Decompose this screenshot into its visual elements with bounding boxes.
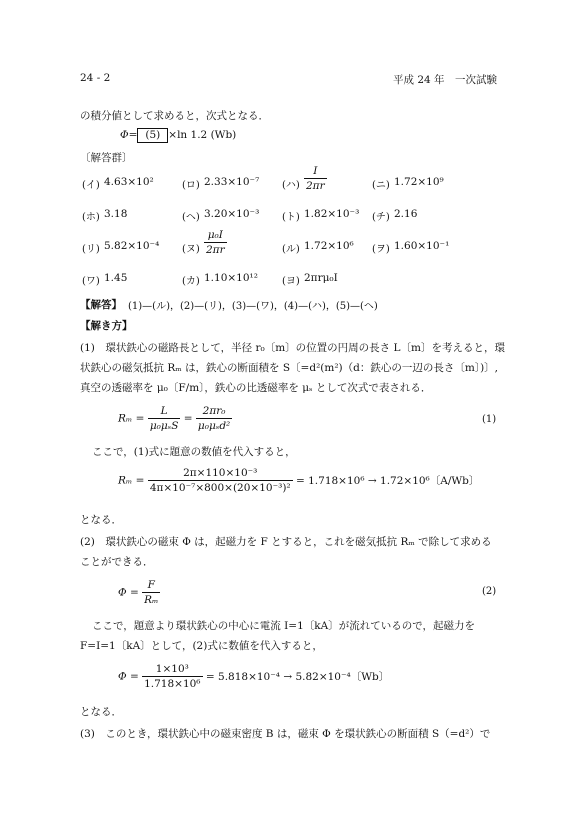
solution-heading: 【解き方】: [80, 320, 133, 332]
solution-para-1-line-2: 状鉄心の磁気抵抗 Rₘ は，鉄心の断面積を S〔=d²(m²)（d：鉄心の一辺の長さ〔m〕)〕,: [80, 362, 498, 374]
choice-value: 1.72×10⁶: [304, 240, 354, 252]
choice-label: (ト): [282, 212, 300, 223]
eq2-numerator: 2π×110×10⁻³: [148, 466, 293, 481]
eq2-lhs: Rₘ =: [118, 474, 145, 487]
eq3-fraction: [142, 578, 160, 607]
solution-para-3: となる．: [80, 514, 122, 526]
eq4-lhs: Φ =: [118, 670, 139, 683]
eq1-f1-numerator: L: [148, 404, 181, 419]
equation-3: [118, 578, 160, 607]
choice-label: (ヘ): [182, 212, 200, 223]
choice-label: (ニ): [372, 180, 390, 191]
choice-label: (ハ): [282, 180, 300, 191]
equation-3-tag: (2): [482, 586, 497, 597]
eq3-numerator: F: [142, 578, 160, 593]
eq1-equals: =: [183, 412, 193, 425]
choice-label: (ル): [282, 244, 300, 255]
equation-1-tag: (1): [482, 414, 497, 425]
choice-label: (ホ): [82, 212, 100, 223]
solution-para-1-line-3: 真空の透磁率を μ₀〔F/m〕，鉄心の比透磁率を μₛ として次式で表される．: [80, 382, 432, 394]
choices-heading: 〔解答群〕: [80, 152, 133, 164]
choice-fraction: [204, 228, 227, 257]
intro-equation: [120, 128, 236, 143]
answer-heading: 【解答】: [80, 299, 122, 311]
choice-value: 1.60×10⁻¹: [394, 240, 450, 252]
solution-para-2: ここで，(1)式に題意の数値を代入すると，: [92, 446, 296, 458]
eq4-rhs: = 5.818×10⁻⁴ → 5.82×10⁻⁴〔Wb〕: [205, 671, 390, 683]
eq3-denominator: Rₘ: [144, 594, 159, 606]
solution-para-5-line-1: ここで，題意より環状鉄心の中心に電流 I=1〔kA〕が流れているので，起磁力を: [92, 620, 475, 632]
choice-value: 1.72×10⁹: [394, 176, 444, 188]
choice-label: (ヲ): [372, 244, 390, 255]
solution-para-7: (3) このとき，環状鉄心中の磁束密度 B は，磁束 Φ を環状鉄心の断面積 S（=d²）で: [80, 728, 491, 740]
choice-label: (チ): [372, 212, 390, 223]
choice-denominator: 2πr: [206, 244, 225, 256]
eq1-f1-denominator: μ₀μₛS: [149, 420, 179, 432]
eq1-f2-numerator: 2πr₀: [196, 404, 232, 419]
solution-para-4-line-1: (2) 環状鉄心の磁束 Φ は，起磁力を F とすると，これを磁気抵抗 Rₘ で除して求める: [80, 536, 492, 548]
choice-label: (ヌ): [182, 244, 200, 255]
solution-para-1-line-1: (1) 環状鉄心の磁路長として，半径 r₀〔m〕の位置の円周の長さ L〔m〕を考えると，環: [80, 342, 505, 354]
solution-para-5-line-2: F=I=1〔kA〕として，(2)式に数値を代入すると，: [80, 640, 323, 652]
choice-value: 5.82×10⁻⁴: [104, 240, 160, 252]
solution-para-4-line-2: ことができる．: [80, 556, 154, 568]
eq1-lhs: Rₘ =: [118, 412, 145, 425]
choice-denominator: 2πr: [306, 180, 325, 192]
choice-value: 3.18: [104, 208, 128, 220]
choice-value: 1.82×10⁻³: [304, 208, 360, 220]
choice-label: (リ): [82, 244, 100, 255]
choice-label: (ワ): [82, 276, 100, 287]
eq2-fraction: [148, 466, 293, 495]
choice-value: 3.20×10⁻³: [204, 208, 260, 220]
eq4-fraction: [142, 662, 202, 691]
choice-label: (ヨ): [282, 276, 300, 287]
eq2-rhs: = 1.718×10⁶ → 1.72×10⁶〔A/Wb〕: [295, 475, 480, 487]
page-number: 24 - 2: [80, 72, 111, 84]
choice-value: 2πrμ₀I: [304, 272, 338, 284]
choice-value: 4.63×10²: [104, 176, 154, 188]
eq4-denominator: 1.718×10⁶: [144, 678, 201, 690]
choice-label: (イ): [82, 180, 100, 191]
choice-label: (ロ): [182, 180, 200, 191]
choice-value: 2.16: [394, 208, 418, 220]
choice-value: 2.33×10⁻⁷: [204, 176, 260, 188]
eq2-denominator: 4π×10⁻⁷×800×(20×10⁻³)²: [149, 482, 291, 494]
intro-line: の積分値として求めると，次式となる．: [80, 110, 269, 122]
blank-box-5: (5): [137, 128, 168, 143]
choice-value: 1.45: [104, 272, 128, 284]
intro-eq-rhs: ×ln 1.2 (Wb): [168, 129, 237, 141]
intro-eq-lhs: Φ=: [120, 129, 138, 141]
choice-value: 1.10×10¹²: [204, 272, 258, 284]
equation-1: [118, 404, 232, 433]
eq3-lhs: Φ =: [118, 586, 139, 599]
eq1-fraction-1: [148, 404, 181, 433]
choice-numerator: I: [304, 164, 327, 179]
eq1-fraction-2: [196, 404, 232, 433]
choice-fraction: [304, 164, 327, 193]
solution-para-6: となる．: [80, 706, 122, 718]
answer-text: (1)—(ル)，(2)—(リ)，(3)—(ワ)，(4)—(ハ)，(5)—(ヘ): [128, 301, 378, 312]
equation-4: [118, 662, 389, 691]
eq4-numerator: 1×10³: [142, 662, 202, 677]
exam-title: 平成 24 年 一次試験: [393, 74, 498, 86]
equation-2: [118, 466, 479, 495]
choice-label: (カ): [182, 276, 200, 287]
choice-numerator: μ₀I: [204, 228, 227, 243]
eq1-f2-denominator: μ₀μₛd²: [197, 420, 231, 432]
